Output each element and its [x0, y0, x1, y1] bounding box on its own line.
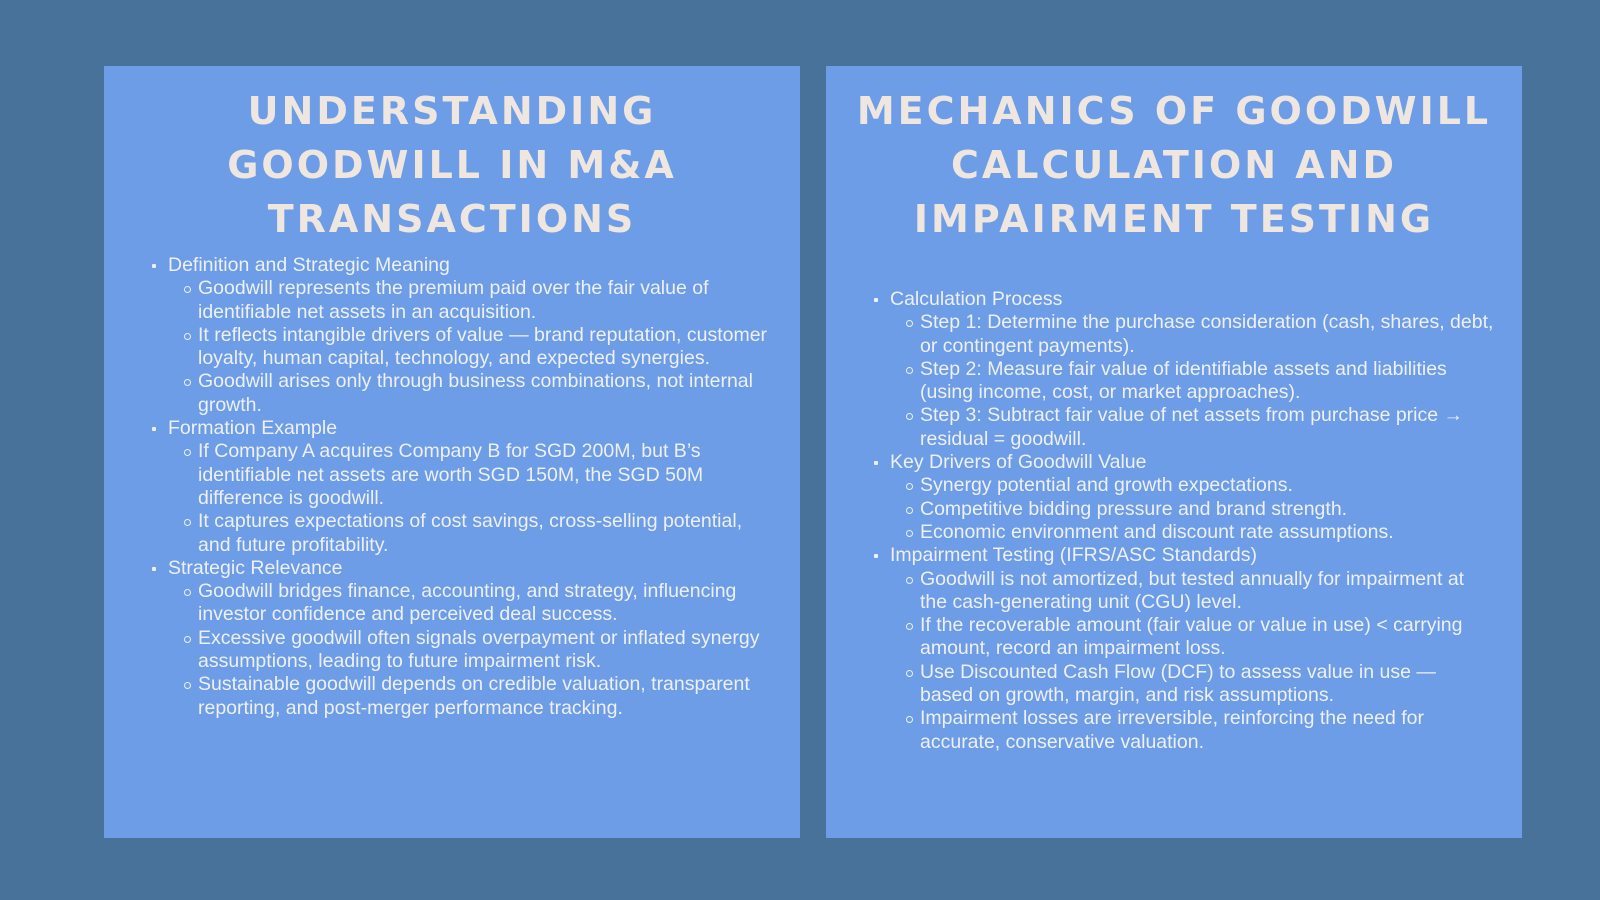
title-line: UNDERSTANDING: [247, 89, 657, 133]
circle-bullet-icon: [184, 682, 191, 689]
bullet-icon: [152, 567, 156, 571]
item-text: Use Discounted Cash Flow (DCF) to assess value in use — based on growth, margin, and risk assumptions.: [920, 660, 1436, 707]
item-text: Competitive bidding pressure and brand strength.: [920, 497, 1348, 520]
circle-bullet-icon: [184, 449, 191, 456]
bullet-icon: [874, 461, 878, 465]
list-item: [920, 521, 1494, 544]
circle-bullet-icon: [906, 413, 913, 420]
item-text: Excessive goodwill often signals overpayment or inflated synergy assumptions, leading to future impairment risk.: [198, 626, 760, 673]
list-item: [920, 661, 1494, 708]
list-item: [920, 568, 1494, 615]
circle-bullet-icon: [906, 367, 913, 374]
section-heading: Formation Example: [168, 417, 338, 440]
item-text: It reflects intangible drivers of value — brand reputation, customer loyalty, human capital, technology, and expected synergies.: [198, 323, 768, 370]
right-bullet-list: [874, 288, 1494, 754]
circle-bullet-icon: [906, 716, 913, 723]
item-text: Goodwill is not amortized, but tested annually for impairment at the cash-generating unit (CGU) level.: [920, 567, 1465, 613]
list-item: [920, 707, 1494, 754]
right-panel: [826, 66, 1522, 838]
list-item: [198, 440, 772, 510]
right-panel-title: [826, 84, 1522, 246]
item-text: It captures expectations of cost savings, cross-selling potential, and future profitability.: [198, 510, 743, 556]
section-strategic-relevance: [152, 557, 772, 720]
bullet-icon: [152, 264, 156, 268]
section-heading: Calculation Process: [890, 288, 1063, 310]
left-panel: [104, 66, 800, 838]
title-line: MECHANICS OF GOODWILL: [856, 89, 1492, 133]
section-formation-example: [152, 417, 772, 557]
item-text: Economic environment and discount rate assumptions.: [920, 520, 1394, 543]
item-text: If the recoverable amount (fair value or value in use) < carrying amount, record an impairment loss.: [920, 614, 1463, 660]
circle-bullet-icon: [184, 379, 191, 386]
circle-bullet-icon: [906, 507, 913, 514]
left-panel-title: [104, 84, 800, 246]
item-text: Sustainable goodwill depends on credible valuation, transparent reporting, and post-merger performance tracking.: [198, 673, 750, 719]
item-text: Impairment losses are irreversible, reinforcing the need for accurate, conservative valuation.: [920, 707, 1424, 753]
section-heading: Key Drivers of Goodwill Value: [890, 451, 1147, 474]
list-item: [920, 404, 1494, 451]
section-key-drivers: [874, 451, 1494, 544]
circle-bullet-icon: [184, 636, 191, 643]
item-text: Goodwill represents the premium paid over the fair value of identifiable net assets in an acquisition.: [198, 277, 709, 323]
bullet-icon: [874, 298, 878, 302]
item-text: Step 1: Determine the purchase consideration (cash, shares, debt, or contingent payments).: [920, 311, 1494, 357]
list-item: [920, 498, 1494, 521]
title-line: GOODWILL IN M&A: [227, 143, 677, 187]
circle-bullet-icon: [184, 519, 191, 526]
circle-bullet-icon: [906, 670, 913, 677]
list-item: [198, 370, 772, 417]
left-bullet-list: [152, 254, 772, 720]
title-line: CALCULATION AND: [950, 143, 1398, 187]
list-item: [920, 614, 1494, 661]
item-text: Goodwill arises only through business combinations, not internal growth.: [198, 370, 753, 416]
item-text: Step 2: Measure fair value of identifiable assets and liabilities (using income, cost, or market approaches).: [920, 357, 1447, 404]
item-text: Step 3: Subtract fair value of net assets from purchase price → residual = goodwill.: [920, 404, 1464, 450]
list-item: [920, 474, 1494, 497]
circle-bullet-icon: [906, 577, 913, 584]
title-line: TRANSACTIONS: [267, 197, 637, 241]
section-heading: Definition and Strategic Meaning: [168, 254, 450, 276]
list-item: [198, 277, 772, 324]
section-heading: Impairment Testing (IFRS/ASC Standards): [890, 544, 1258, 567]
item-text: If Company A acquires Company B for SGD 200M, but B’s identifiable net assets are worth SGD 150M, the SGD 50M difference is goodwill.: [198, 440, 704, 509]
circle-bullet-icon: [184, 333, 191, 340]
section-definition: [152, 254, 772, 417]
bullet-icon: [152, 427, 156, 431]
circle-bullet-icon: [906, 483, 913, 490]
item-text: Synergy potential and growth expectations.: [920, 474, 1293, 497]
circle-bullet-icon: [906, 530, 913, 537]
list-item: [920, 311, 1494, 358]
circle-bullet-icon: [906, 623, 913, 630]
list-item: [198, 673, 772, 720]
list-item: [198, 627, 772, 674]
list-item: [920, 358, 1494, 405]
section-heading: Strategic Relevance: [168, 556, 343, 579]
circle-bullet-icon: [906, 320, 913, 327]
bullet-icon: [874, 554, 878, 558]
title-line: IMPAIRMENT TESTING: [913, 197, 1435, 241]
section-impairment-testing: [874, 544, 1494, 754]
section-calculation-process: [874, 288, 1494, 451]
circle-bullet-icon: [184, 589, 191, 596]
list-item: [198, 580, 772, 627]
item-text: Goodwill bridges finance, accounting, and strategy, influencing investor confidence and perceived deal success.: [198, 580, 737, 626]
circle-bullet-icon: [184, 286, 191, 293]
list-item: [198, 510, 772, 557]
list-item: [198, 324, 772, 371]
